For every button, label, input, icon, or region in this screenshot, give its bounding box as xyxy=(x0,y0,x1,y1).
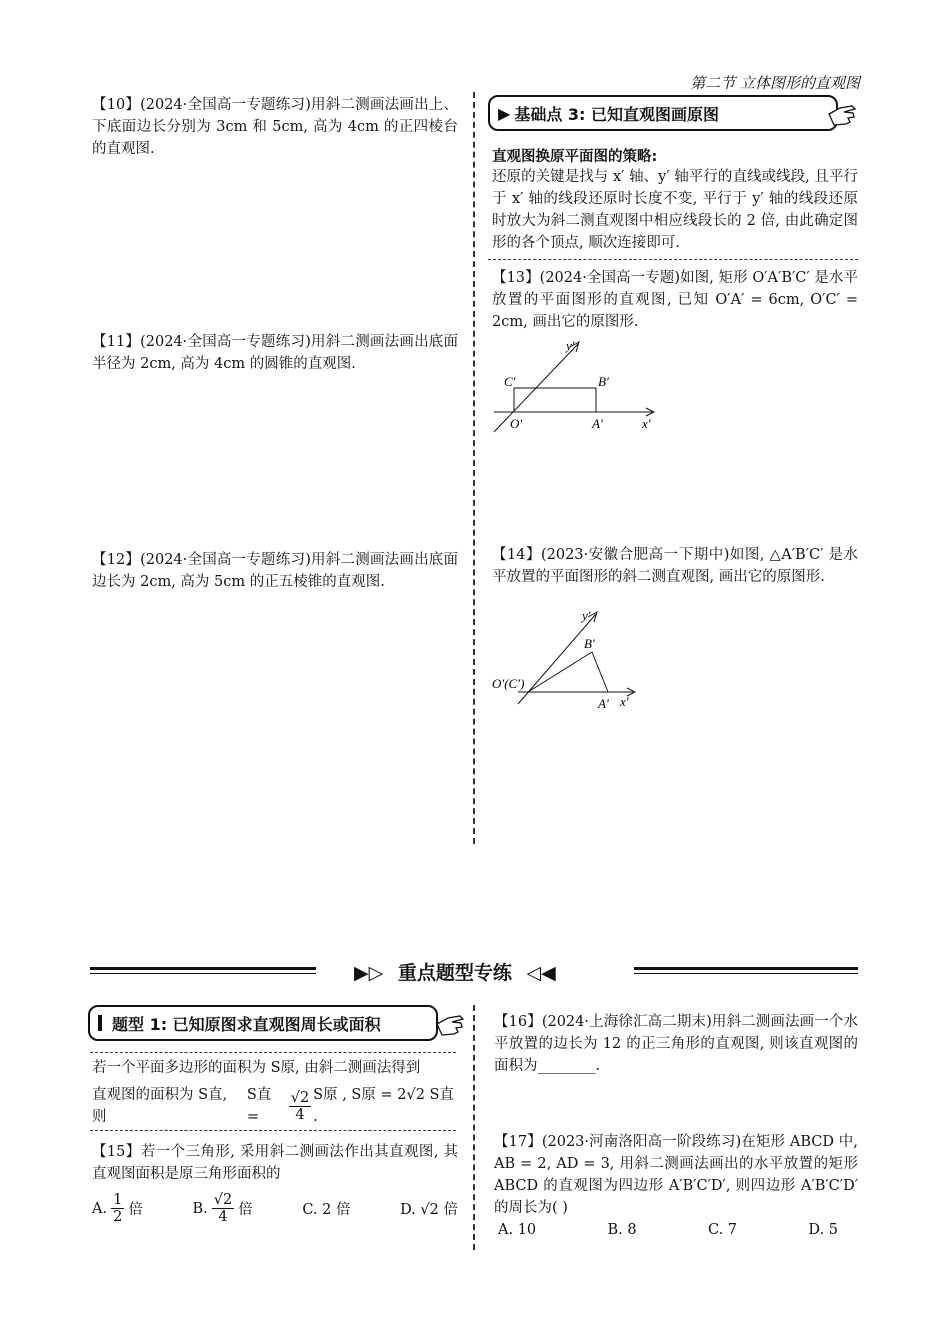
keypoint-3-title: 基础点 3: 已知直观图画原图 xyxy=(514,104,719,124)
formula-divider-top xyxy=(90,1052,456,1053)
frac-den: 4 xyxy=(218,1209,228,1225)
frac-num: √2 xyxy=(213,1192,233,1208)
figure-14-triangle xyxy=(488,606,648,712)
figure-13-rectangle xyxy=(486,336,666,436)
label-a: A′ xyxy=(598,696,609,711)
formula-line-2 xyxy=(92,1084,458,1128)
option-suffix: 倍 xyxy=(128,1202,143,1218)
option-suffix: 倍 xyxy=(238,1202,253,1218)
q15-options xyxy=(92,1192,458,1225)
label-y: y′ xyxy=(582,608,591,623)
question-16: 【16】(2024·上海徐汇高二期末)用斜二测画法画一个水平放置的边长为 12 的正三角形的直观图, 则该直观图的面积为________. xyxy=(494,1014,858,1074)
banner-rule-left xyxy=(90,967,316,974)
option-text: √2 倍 xyxy=(420,1202,458,1218)
banner-title: 重点题型专练 xyxy=(397,962,512,984)
q15-option-c[interactable] xyxy=(302,1198,350,1219)
edge-ba xyxy=(592,652,608,692)
pointing-hand-icon xyxy=(434,1010,466,1040)
frac-den: 2 xyxy=(113,1209,123,1225)
option-a-fraction xyxy=(111,1192,124,1225)
q17-option-c[interactable]: C. 7 xyxy=(708,1222,738,1238)
label-o: O′(C′) xyxy=(492,676,525,691)
formula-s2: S原 , S原 = 2√2 S直 . xyxy=(313,1087,454,1125)
formula-s1: S直 = xyxy=(246,1087,272,1125)
formula-frac-num: √2 xyxy=(290,1089,310,1106)
banner-rule-right xyxy=(634,967,858,974)
q17-option-b[interactable]: B. 8 xyxy=(607,1222,637,1238)
label-a: A′ xyxy=(592,416,603,431)
rectangle-oabc xyxy=(514,388,596,412)
edge-cb xyxy=(528,652,592,692)
label-o: O′ xyxy=(510,416,523,431)
keypoint-3-box xyxy=(488,95,838,131)
bar-marker-icon xyxy=(98,1015,102,1031)
option-label: C. xyxy=(302,1202,318,1218)
type-1-box xyxy=(88,1005,438,1041)
pointing-hand-icon xyxy=(826,100,858,130)
q15-option-a[interactable] xyxy=(92,1192,143,1225)
section-header: 第二节 立体图形的直观图 xyxy=(690,74,860,92)
column-divider-upper xyxy=(473,92,475,844)
question-17: 【17】(2023·河南洛阳高一阶段练习)在矩形 ABCD 中, AB = 2, AD = 3, 用斜二测画法画出的水平放置的矩形 ABCD 的直观图为四边形 A′B′C′D′, 则四边形 A′B′C′D′ 的周长为( ) xyxy=(494,1134,858,1216)
banner-arrows-left: ▶▷ xyxy=(354,962,384,984)
q17-options xyxy=(498,1222,838,1238)
formula-text-a: 直观图的面积为 S直, 则 xyxy=(92,1087,228,1125)
frac-num: 1 xyxy=(113,1192,123,1208)
q17-option-d[interactable]: D. 5 xyxy=(808,1222,838,1238)
label-c: C′ xyxy=(504,374,516,389)
question-15: 【15】若一个三角形, 采用斜二测画法作出其直观图, 其直观图面积是原三角形面积的 xyxy=(92,1144,458,1182)
question-12: 【12】(2024·全国高一专题练习)用斜二测画法画出底面边长为 2cm, 高为 5cm 的正五棱锥的直观图. xyxy=(92,552,458,590)
label-b: B′ xyxy=(584,636,595,651)
question-14: 【14】(2023·安徽合肥高一下期中)如图, △A′B′C′ 是水平放置的平面图形的斜二测直观图, 画出它的原图形. xyxy=(492,547,858,585)
formula-fraction xyxy=(289,1090,311,1123)
question-13: 【13】(2024·全国高一专题)如图, 矩形 O′A′B′C′ 是水平放置的平面图形的直观图, 已知 O′A′ = 6cm, O′C′ = 2cm, 画出它的原图形. xyxy=(492,270,858,330)
option-label: D. xyxy=(400,1202,416,1218)
formula-divider-bottom xyxy=(90,1130,456,1131)
column-divider-lower xyxy=(473,1005,475,1250)
label-x: x′ xyxy=(620,694,629,709)
q17-option-a[interactable]: A. 10 xyxy=(498,1222,537,1238)
label-y: y′ xyxy=(566,338,575,353)
label-b: B′ xyxy=(598,374,609,389)
banner-arrows-right: ◁◀ xyxy=(526,962,556,984)
formula-frac-den: 4 xyxy=(295,1106,305,1123)
play-arrow-icon: ▶ xyxy=(498,103,511,123)
option-text: 2 倍 xyxy=(322,1202,351,1218)
q15-option-d[interactable] xyxy=(400,1198,458,1219)
type-1-title: 题型 1: 已知原图求直观图周长或面积 xyxy=(112,1014,381,1034)
formula-line-1: 若一个平面多边形的面积为 S原, 由斜二测画法得到 xyxy=(92,1060,421,1076)
strategy-divider xyxy=(488,259,858,260)
strategy-text: 还原的关键是找与 x′ 轴、y′ 轴平行的直线或线段, 且平行于 x′ 轴的线段还原时长度不变, 平行于 y′ 轴的线段还原时放大为斜二测直观图中相应线段长的 2 倍, 由此确定图形的各个顶点, 顺次连接即可. xyxy=(492,169,858,251)
option-b-fraction xyxy=(212,1192,234,1225)
option-label: B. xyxy=(192,1200,208,1217)
question-10: 【10】(2024·全国高一专题练习)用斜二测画法画出上、下底面边长分别为 3cm 和 5cm, 高为 4cm 的正四棱台的直观图. xyxy=(92,97,458,157)
banner xyxy=(354,958,556,985)
q15-option-b[interactable] xyxy=(192,1192,252,1225)
option-label: A. xyxy=(92,1200,108,1217)
strategy-title: 直观图换原平面图的策略: xyxy=(492,149,658,165)
label-x: x′ xyxy=(642,416,651,431)
question-11: 【11】(2024·全国高一专题练习)用斜二测画法画出底面半径为 2cm, 高为 4cm 的圆锥的直观图. xyxy=(92,334,458,372)
